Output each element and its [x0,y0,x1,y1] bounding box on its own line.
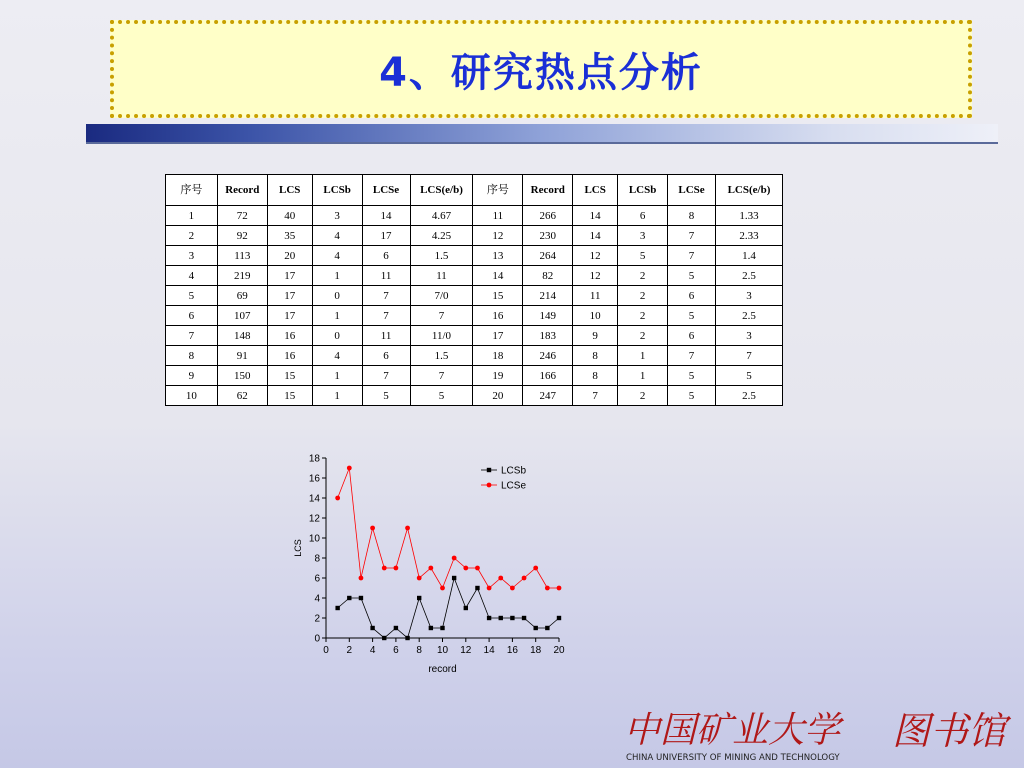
table-cell: 15 [267,366,312,386]
table-cell: 246 [523,346,573,366]
table-cell: 1 [312,306,362,326]
table-cell: 7 [362,366,410,386]
table-cell: 148 [217,326,267,346]
table-row [166,346,783,366]
table-cell: 20 [267,246,312,266]
table-cell: 0 [312,286,362,306]
y-tick-label: 16 [308,473,320,485]
table-header-row [166,175,783,206]
table-cell: 7 [573,386,618,406]
table-cell: 183 [523,326,573,346]
data-point-lcse [522,576,527,581]
table-row [166,246,783,266]
table-cell: 1 [166,206,218,226]
data-point-lcse [440,586,445,591]
y-axis-label: LCS [293,539,303,557]
table-cell: 4.67 [410,206,473,226]
logo-library-cn: 图书馆 [892,709,1007,753]
x-tick-label: 6 [393,645,399,656]
table-cell: 14 [473,266,523,286]
title-box [110,20,972,118]
table-cell: 6 [166,306,218,326]
x-tick-label: 12 [460,645,472,656]
table-cell: 2.5 [715,386,782,406]
table-cell: 7/0 [410,286,473,306]
data-point-lcsb [335,606,339,610]
data-point-lcsb [522,616,526,620]
table-cell: 12 [573,266,618,286]
table-cell: 1.4 [715,246,782,266]
table-cell: 7 [410,306,473,326]
table-cell: 17 [473,326,523,346]
y-tick-label: 12 [308,513,320,525]
table-cell: 18 [473,346,523,366]
table-row [166,306,783,326]
header-cell: 序号 [473,175,523,206]
table-cell: 4 [312,346,362,366]
y-tick-label: 10 [308,533,320,545]
data-point-lcse [370,526,375,531]
table-cell: 11 [362,326,410,346]
legend-label: LCSe [501,480,527,492]
table-cell: 1.33 [715,206,782,226]
x-tick-label: 8 [416,645,422,656]
legend-marker-lcse [487,483,492,488]
data-point-lcse [347,466,352,471]
header-cell: LCS [267,175,312,206]
table-cell: 35 [267,226,312,246]
header-cell: LCSe [362,175,410,206]
x-axis-label: record [428,664,457,675]
data-point-lcse [382,566,387,571]
table-cell: 11 [362,266,410,286]
x-tick-label: 2 [346,645,353,656]
table-cell: 4 [166,266,218,286]
table-cell: 2.5 [715,266,782,286]
table-cell: 1 [618,366,668,386]
table-cell: 14 [573,206,618,226]
data-point-lcsb [382,636,386,640]
table-cell: 230 [523,226,573,246]
table-cell: 2 [618,266,668,286]
table-cell: 10 [573,306,618,326]
legend-label: LCSb [501,465,527,477]
table-cell: 7 [362,306,410,326]
header-cell: LCSe [668,175,716,206]
data-point-lcsb [510,616,514,620]
table-cell: 2 [618,286,668,306]
table-cell: 8 [573,366,618,386]
table-cell: 5 [410,386,473,406]
data-point-lcsb [359,596,363,600]
table-cell: 6 [618,206,668,226]
table-cell: 69 [217,286,267,306]
table-cell: 2 [618,386,668,406]
y-tick-label: 2 [314,613,320,625]
table-cell: 214 [523,286,573,306]
table-cell: 82 [523,266,573,286]
table-cell: 264 [523,246,573,266]
data-point-lcse [498,576,503,581]
data-point-lcsb [417,596,421,600]
table-cell: 72 [217,206,267,226]
table-cell: 14 [573,226,618,246]
table-cell: 5 [618,246,668,266]
table-cell: 15 [267,386,312,406]
table-cell: 11 [573,286,618,306]
table-cell: 8 [166,346,218,366]
table-cell: 1 [312,366,362,386]
data-point-lcse [557,586,562,591]
table-cell: 20 [473,386,523,406]
data-point-lcse [405,526,410,531]
x-tick-label: 16 [506,645,518,656]
table-cell: 12 [573,246,618,266]
table-row [166,366,783,386]
y-tick-label: 8 [314,553,320,565]
data-point-lcse [335,496,340,501]
table-cell: 1 [618,346,668,366]
header-cell: LCSb [312,175,362,206]
table-cell: 7 [668,226,716,246]
table-cell: 10 [166,386,218,406]
table-cell: 1 [312,266,362,286]
table-cell: 247 [523,386,573,406]
table-cell: 7 [668,346,716,366]
table-cell: 113 [217,246,267,266]
data-point-lcsb [440,626,444,630]
table-cell: 3 [618,226,668,246]
title-underline-bar [86,124,998,144]
legend-marker-lcsb [487,468,491,472]
table-row [166,286,783,306]
header-cell: 序号 [166,175,218,206]
data-point-lcsb [370,626,374,630]
data-point-lcsb [475,586,479,590]
table-row [166,206,783,226]
table-cell: 266 [523,206,573,226]
table-cell: 4 [312,246,362,266]
table-cell: 14 [362,206,410,226]
table-cell: 219 [217,266,267,286]
table-cell: 150 [217,366,267,386]
university-library-logo [620,700,1014,766]
table-cell: 9 [573,326,618,346]
table-cell: 1 [312,386,362,406]
header-cell: Record [523,175,573,206]
data-point-lcse [463,566,468,571]
y-tick-label: 0 [314,633,320,645]
table-cell: 5 [362,386,410,406]
table-cell: 0 [312,326,362,346]
table-cell: 16 [473,306,523,326]
data-point-lcse [428,566,433,571]
header-cell: LCSb [618,175,668,206]
data-point-lcsb [487,616,491,620]
data-point-lcse [475,566,480,571]
data-point-lcse [394,566,399,571]
table-cell: 3 [715,286,782,306]
y-tick-label: 4 [314,593,320,605]
table-cell: 166 [523,366,573,386]
table-cell: 40 [267,206,312,226]
x-tick-label: 18 [530,645,542,656]
table-cell: 91 [217,346,267,366]
header-cell: Record [217,175,267,206]
logo-name-cn: 中国矿业大学 [624,710,841,751]
table-cell: 12 [473,226,523,246]
table-cell: 1.5 [410,346,473,366]
lcs-line-chart [288,448,568,680]
table-cell: 8 [573,346,618,366]
y-tick-label: 6 [314,573,320,585]
table-cell: 17 [267,286,312,306]
table-cell: 9 [166,366,218,386]
table-cell: 5 [668,386,716,406]
data-point-lcsb [557,616,561,620]
data-point-lcse [510,586,515,591]
table-cell: 11 [410,266,473,286]
citation-table [165,174,783,406]
table-cell: 6 [668,286,716,306]
x-tick-label: 0 [323,645,329,656]
data-point-lcse [487,586,492,591]
table-row [166,326,783,346]
table-cell: 7 [715,346,782,366]
data-point-lcsb [499,616,503,620]
table-cell: 5 [668,366,716,386]
data-point-lcsb [347,596,351,600]
table-cell: 107 [217,306,267,326]
table-row [166,226,783,246]
header-cell: LCS [573,175,618,206]
table-cell: 2 [618,326,668,346]
table-cell: 3 [715,326,782,346]
table-cell: 3 [166,246,218,266]
table-cell: 4.25 [410,226,473,246]
x-tick-label: 20 [553,645,565,656]
table-cell: 15 [473,286,523,306]
table-row [166,266,783,286]
table-cell: 17 [362,226,410,246]
table-cell: 17 [267,266,312,286]
slide-title: 4、研究热点分析 [379,49,703,96]
table-cell: 5 [715,366,782,386]
table-cell: 17 [267,306,312,326]
table-cell: 6 [362,346,410,366]
table-body [166,206,783,406]
table-cell: 19 [473,366,523,386]
y-tick-label: 14 [308,493,320,505]
data-point-lcse [417,576,422,581]
data-point-lcsb [452,576,456,580]
x-tick-label: 10 [436,645,449,656]
data-point-lcse [533,566,538,571]
table-cell: 4 [312,226,362,246]
table-cell: 92 [217,226,267,246]
table-cell: 11 [473,206,523,226]
table-cell: 6 [668,326,716,346]
data-point-lcsb [534,626,538,630]
table-cell: 16 [267,346,312,366]
header-cell: LCS(e/b) [410,175,473,206]
data-point-lcsb [394,626,398,630]
data-point-lcsb [429,626,433,630]
table-cell: 2 [618,306,668,326]
logo-name-en: CHINA UNIVERSITY OF MINING AND TECHNOLOGY [626,753,840,763]
table-cell: 62 [217,386,267,406]
table-row [166,386,783,406]
data-point-lcse [359,576,364,581]
table-cell: 5 [668,266,716,286]
table-cell: 8 [668,206,716,226]
table-cell: 7 [362,286,410,306]
data-point-lcsb [464,606,468,610]
x-tick-label: 4 [369,645,376,656]
table-cell: 7 [410,366,473,386]
y-tick-label: 18 [308,453,320,465]
table-cell: 6 [362,246,410,266]
header-cell: LCS(e/b) [715,175,782,206]
table-cell: 7 [166,326,218,346]
table-cell: 2.5 [715,306,782,326]
data-point-lcsb [405,636,409,640]
table-cell: 5 [166,286,218,306]
x-tick-label: 14 [483,645,495,656]
table-cell: 13 [473,246,523,266]
table-cell: 2 [166,226,218,246]
data-point-lcse [545,586,550,591]
table-cell: 16 [267,326,312,346]
table-cell: 11/0 [410,326,473,346]
table-cell: 2.33 [715,226,782,246]
table-cell: 3 [312,206,362,226]
table-cell: 5 [668,306,716,326]
data-point-lcsb [545,626,549,630]
table-cell: 149 [523,306,573,326]
data-point-lcse [452,556,457,561]
table-cell: 7 [668,246,716,266]
table-cell: 1.5 [410,246,473,266]
